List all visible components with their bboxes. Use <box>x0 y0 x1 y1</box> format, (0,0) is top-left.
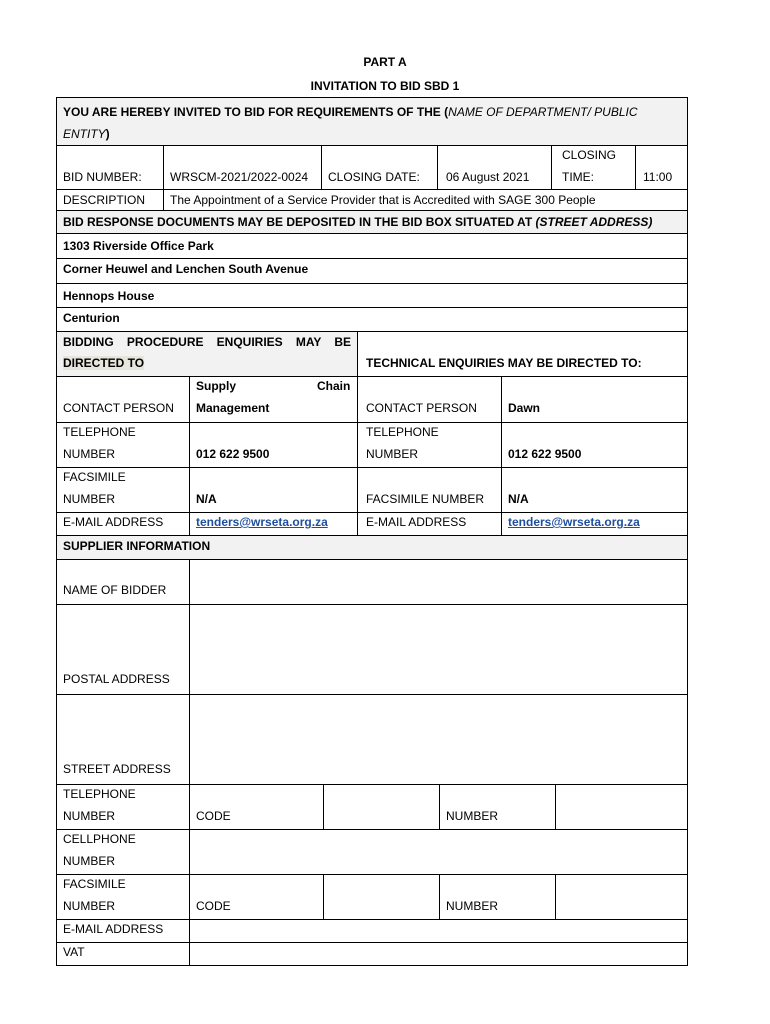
technical-enquiries-heading: TECHNICAL ENQUIRIES MAY BE DIRECTED TO: <box>366 356 642 370</box>
vat-field[interactable] <box>190 943 687 965</box>
closing-time-label-2: TIME: <box>562 170 594 184</box>
form-title: INVITATION TO BID SBD 1 <box>310 79 460 93</box>
email-label: E-MAIL ADDRESS <box>63 515 164 529</box>
tech-telephone-value: 012 622 9500 <box>508 447 582 461</box>
supplier-tel-code-label: CODE <box>196 809 231 823</box>
contact-person-row <box>56 376 688 422</box>
fax-code-field[interactable] <box>324 875 438 919</box>
tech-fax-value: N/A <box>508 492 529 506</box>
cellphone-label-1: CELLPHONE <box>63 832 136 846</box>
supplier-tel-number-label: NUMBER <box>446 809 499 823</box>
street-address-row <box>56 694 688 784</box>
tech-telephone-label-2: NUMBER <box>366 447 419 461</box>
address-line-4 <box>56 307 688 331</box>
tech-telephone-label-1: TELEPHONE <box>366 425 439 439</box>
fax-label-2: NUMBER <box>63 492 116 506</box>
contact-person-value-3: Management <box>196 401 270 415</box>
cellphone-field[interactable] <box>190 830 687 874</box>
postal-address-field[interactable] <box>190 605 687 694</box>
supplier-fax-label-1: FACSIMILE <box>63 877 126 891</box>
name-of-bidder-field[interactable] <box>190 560 687 604</box>
address-line-text: Hennops House <box>63 289 155 303</box>
postal-address-row <box>56 604 688 694</box>
telephone-label-1: TELEPHONE <box>63 425 136 439</box>
cellphone-row <box>56 829 688 874</box>
closing-date-label: CLOSING DATE: <box>328 170 420 184</box>
tel-number-field[interactable] <box>556 785 687 829</box>
supplier-heading: SUPPLIER INFORMATION <box>63 539 211 553</box>
email-row <box>56 512 688 535</box>
cellphone-label-2: NUMBER <box>63 854 116 868</box>
description-row <box>56 189 688 210</box>
description-label: DESCRIPTION <box>63 193 146 207</box>
tech-email-label: E-MAIL ADDRESS <box>366 515 467 529</box>
tel-code-field[interactable] <box>324 785 438 829</box>
entity-placeholder: NAME OF DEPARTMENT/ PUBLIC ENTITY <box>63 105 638 141</box>
facsimile-row <box>56 467 688 512</box>
address-line-3 <box>56 283 688 307</box>
enquiries-heading-row <box>56 331 688 376</box>
vat-row <box>56 942 688 966</box>
supplier-tel-label-1: TELEPHONE <box>63 787 136 801</box>
bid-number-value: WRSCM-2021/2022-0024 <box>170 170 309 184</box>
name-of-bidder-row <box>56 559 688 604</box>
contact-person-value-2: Chain <box>317 379 351 393</box>
supplier-email-row <box>56 919 688 942</box>
address-line-text: Centurion <box>63 311 120 325</box>
closing-time-label-1: CLOSING <box>562 148 617 162</box>
supplier-telephone-row <box>56 784 688 829</box>
supplier-fax-code-label: CODE <box>196 899 231 913</box>
bid-number-row <box>56 145 688 189</box>
supplier-email-field[interactable] <box>190 920 687 942</box>
bidding-enquiries-heading: BIDDING PROCEDURE ENQUIRIES MAY BE <box>63 335 351 349</box>
telephone-label-2: NUMBER <box>63 447 116 461</box>
closing-date-value: 06 August 2021 <box>446 170 530 184</box>
supplier-tel-label-2: NUMBER <box>63 809 116 823</box>
description-value: The Appointment of a Service Provider that is Accredited with SAGE 300 People <box>170 193 596 207</box>
tech-contact-label: CONTACT PERSON <box>366 401 477 415</box>
fax-number-field[interactable] <box>556 875 687 919</box>
supplier-fax-row <box>56 874 688 919</box>
telephone-row <box>56 422 688 467</box>
part-title: PART A <box>363 55 407 69</box>
deposit-heading: BID RESPONSE DOCUMENTS MAY BE DEPOSITED IN THE BID BOX SITUATED AT (STREET ADDRESS) <box>63 215 653 229</box>
contact-person-value-1: Supply <box>196 379 237 393</box>
tech-fax-label: FACSIMILE NUMBER <box>366 492 485 506</box>
address-line-2 <box>56 258 688 283</box>
supplier-fax-label-2: NUMBER <box>63 899 116 913</box>
telephone-value: 012 622 9500 <box>196 447 270 461</box>
name-of-bidder-label: NAME OF BIDDER <box>63 583 167 597</box>
fax-label-1: FACSIMILE <box>63 470 126 484</box>
tech-contact-value: Dawn <box>508 401 541 415</box>
email-link[interactable]: tenders@wrseta.org.za <box>196 515 328 529</box>
contact-person-label: CONTACT PERSON <box>63 401 174 415</box>
invite-row <box>56 97 688 145</box>
street-address-label: STREET ADDRESS <box>63 762 171 776</box>
supplier-email-label: E-MAIL ADDRESS <box>63 922 164 936</box>
address-line-text: Corner Heuwel and Lenchen South Avenue <box>63 262 309 276</box>
supplier-fax-number-label: NUMBER <box>446 899 499 913</box>
bidding-enquiries-heading-2: DIRECTED TO <box>63 356 145 370</box>
tech-email-link[interactable]: tenders@wrseta.org.za <box>508 515 640 529</box>
address-line-1 <box>56 233 688 258</box>
bid-number-label: BID NUMBER: <box>63 170 142 184</box>
vat-label: VAT <box>63 945 85 959</box>
supplier-heading-row <box>56 535 688 559</box>
street-address-field[interactable] <box>190 695 687 784</box>
address-line-text: 1303 Riverside Office Park <box>63 239 214 253</box>
postal-address-label: POSTAL ADDRESS <box>63 672 170 686</box>
invite-text: YOU ARE HEREBY INVITED TO BID FOR REQUIREMENTS OF THE (NAME OF DEPARTMENT/ PUBLIC ENTITY) <box>63 105 638 141</box>
fax-value: N/A <box>196 492 217 506</box>
closing-time-value: 11:00 <box>643 170 673 184</box>
deposit-heading-row <box>56 210 688 233</box>
